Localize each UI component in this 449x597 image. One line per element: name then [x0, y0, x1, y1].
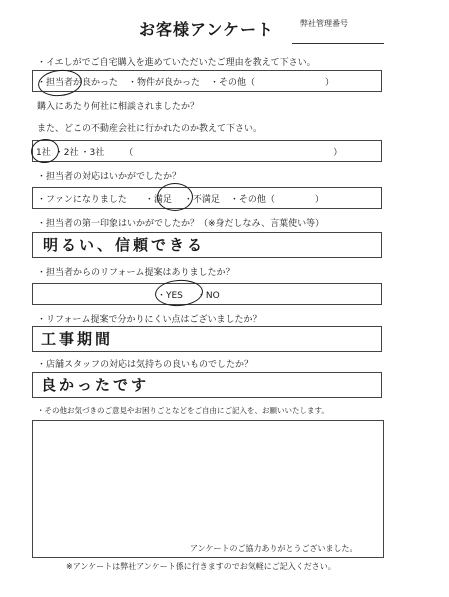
- answer-box-company: [32, 140, 382, 162]
- handwritten-store-staff: 良かったです: [41, 376, 150, 394]
- free-comment-box[interactable]: [32, 420, 384, 558]
- option-satisfied[interactable]: ・満足: [144, 194, 172, 205]
- company-name-close: ）: [333, 147, 343, 158]
- answer-box-store-staff[interactable]: [32, 372, 382, 398]
- handwritten-first-impression: 明るい、信頼できる: [43, 236, 206, 254]
- question-staff-response: ・担当者の対応はいかがでしたか？: [37, 172, 182, 182]
- answer-box-reform-unclear[interactable]: [32, 326, 382, 352]
- answer-box-staff-response: [32, 187, 382, 209]
- handwritten-reform-unclear: 工事期間: [41, 330, 114, 348]
- page-title: お客様アンケート: [139, 20, 275, 39]
- option-unsatisfied[interactable]: ・不満足: [183, 194, 220, 205]
- option-property[interactable]: ・物件が良かった: [128, 77, 201, 88]
- thanks-message: アンケートのご協力ありがとうございました。: [190, 544, 358, 553]
- management-number-field[interactable]: [292, 43, 384, 44]
- option-yes[interactable]: ・YES: [157, 290, 183, 301]
- question-store-staff: ・店舗スタッフの対応は気持ちの良いものでしたか？: [37, 360, 254, 370]
- option-became-fan[interactable]: ・ファンになりました: [37, 194, 127, 205]
- selected-circle-satisfied: [157, 183, 193, 211]
- option-no[interactable]: ・NO: [196, 290, 220, 301]
- management-number-label: 弊社管理番号: [300, 19, 348, 28]
- option-staff[interactable]: ・担当者が良かった: [37, 77, 119, 88]
- option-other-close: ）: [325, 77, 335, 88]
- footer-note: ※アンケートは弊社アンケート係に行きますのでお気軽にご記入ください。: [66, 562, 336, 571]
- answer-box-reason: [32, 70, 382, 92]
- option-2-company[interactable]: ・2社: [54, 147, 79, 158]
- option-other[interactable]: ・その他（: [210, 77, 256, 88]
- answer-box-reform-proposal: [32, 283, 382, 305]
- option-3-company[interactable]: ・3社: [80, 147, 105, 158]
- question-reason: ・イエしがでご自宅購入を進めていただいたご理由を教えて下さい。: [37, 58, 316, 68]
- question-consulted-count: 購入にあたり何社に相談されましたか？: [37, 102, 200, 112]
- option-other-response[interactable]: ・その他（: [229, 194, 275, 205]
- question-first-impression: ・担当者の第一印象はいかがでしたか？（※身だしなみ、言葉使い等）: [37, 219, 325, 229]
- option-other-response-close: ）: [314, 194, 324, 205]
- option-1-company[interactable]: 1社: [36, 147, 51, 158]
- question-reform-unclear: ・リフォーム提案で分かりにくい点はございましたか？: [37, 315, 262, 325]
- question-reform-proposal: ・担当者からのリフォーム提案はありましたか？: [37, 268, 235, 278]
- question-free-comments: ・その他お気づきのご意見やお困りごとなどをご自由にご記入を、お願いいたします。: [37, 406, 329, 415]
- question-which-company: また、どこの不動産会社に行かれたのか教えて下さい。: [37, 124, 263, 134]
- company-name-open: （: [124, 147, 134, 158]
- answer-box-first-impression[interactable]: [32, 232, 382, 258]
